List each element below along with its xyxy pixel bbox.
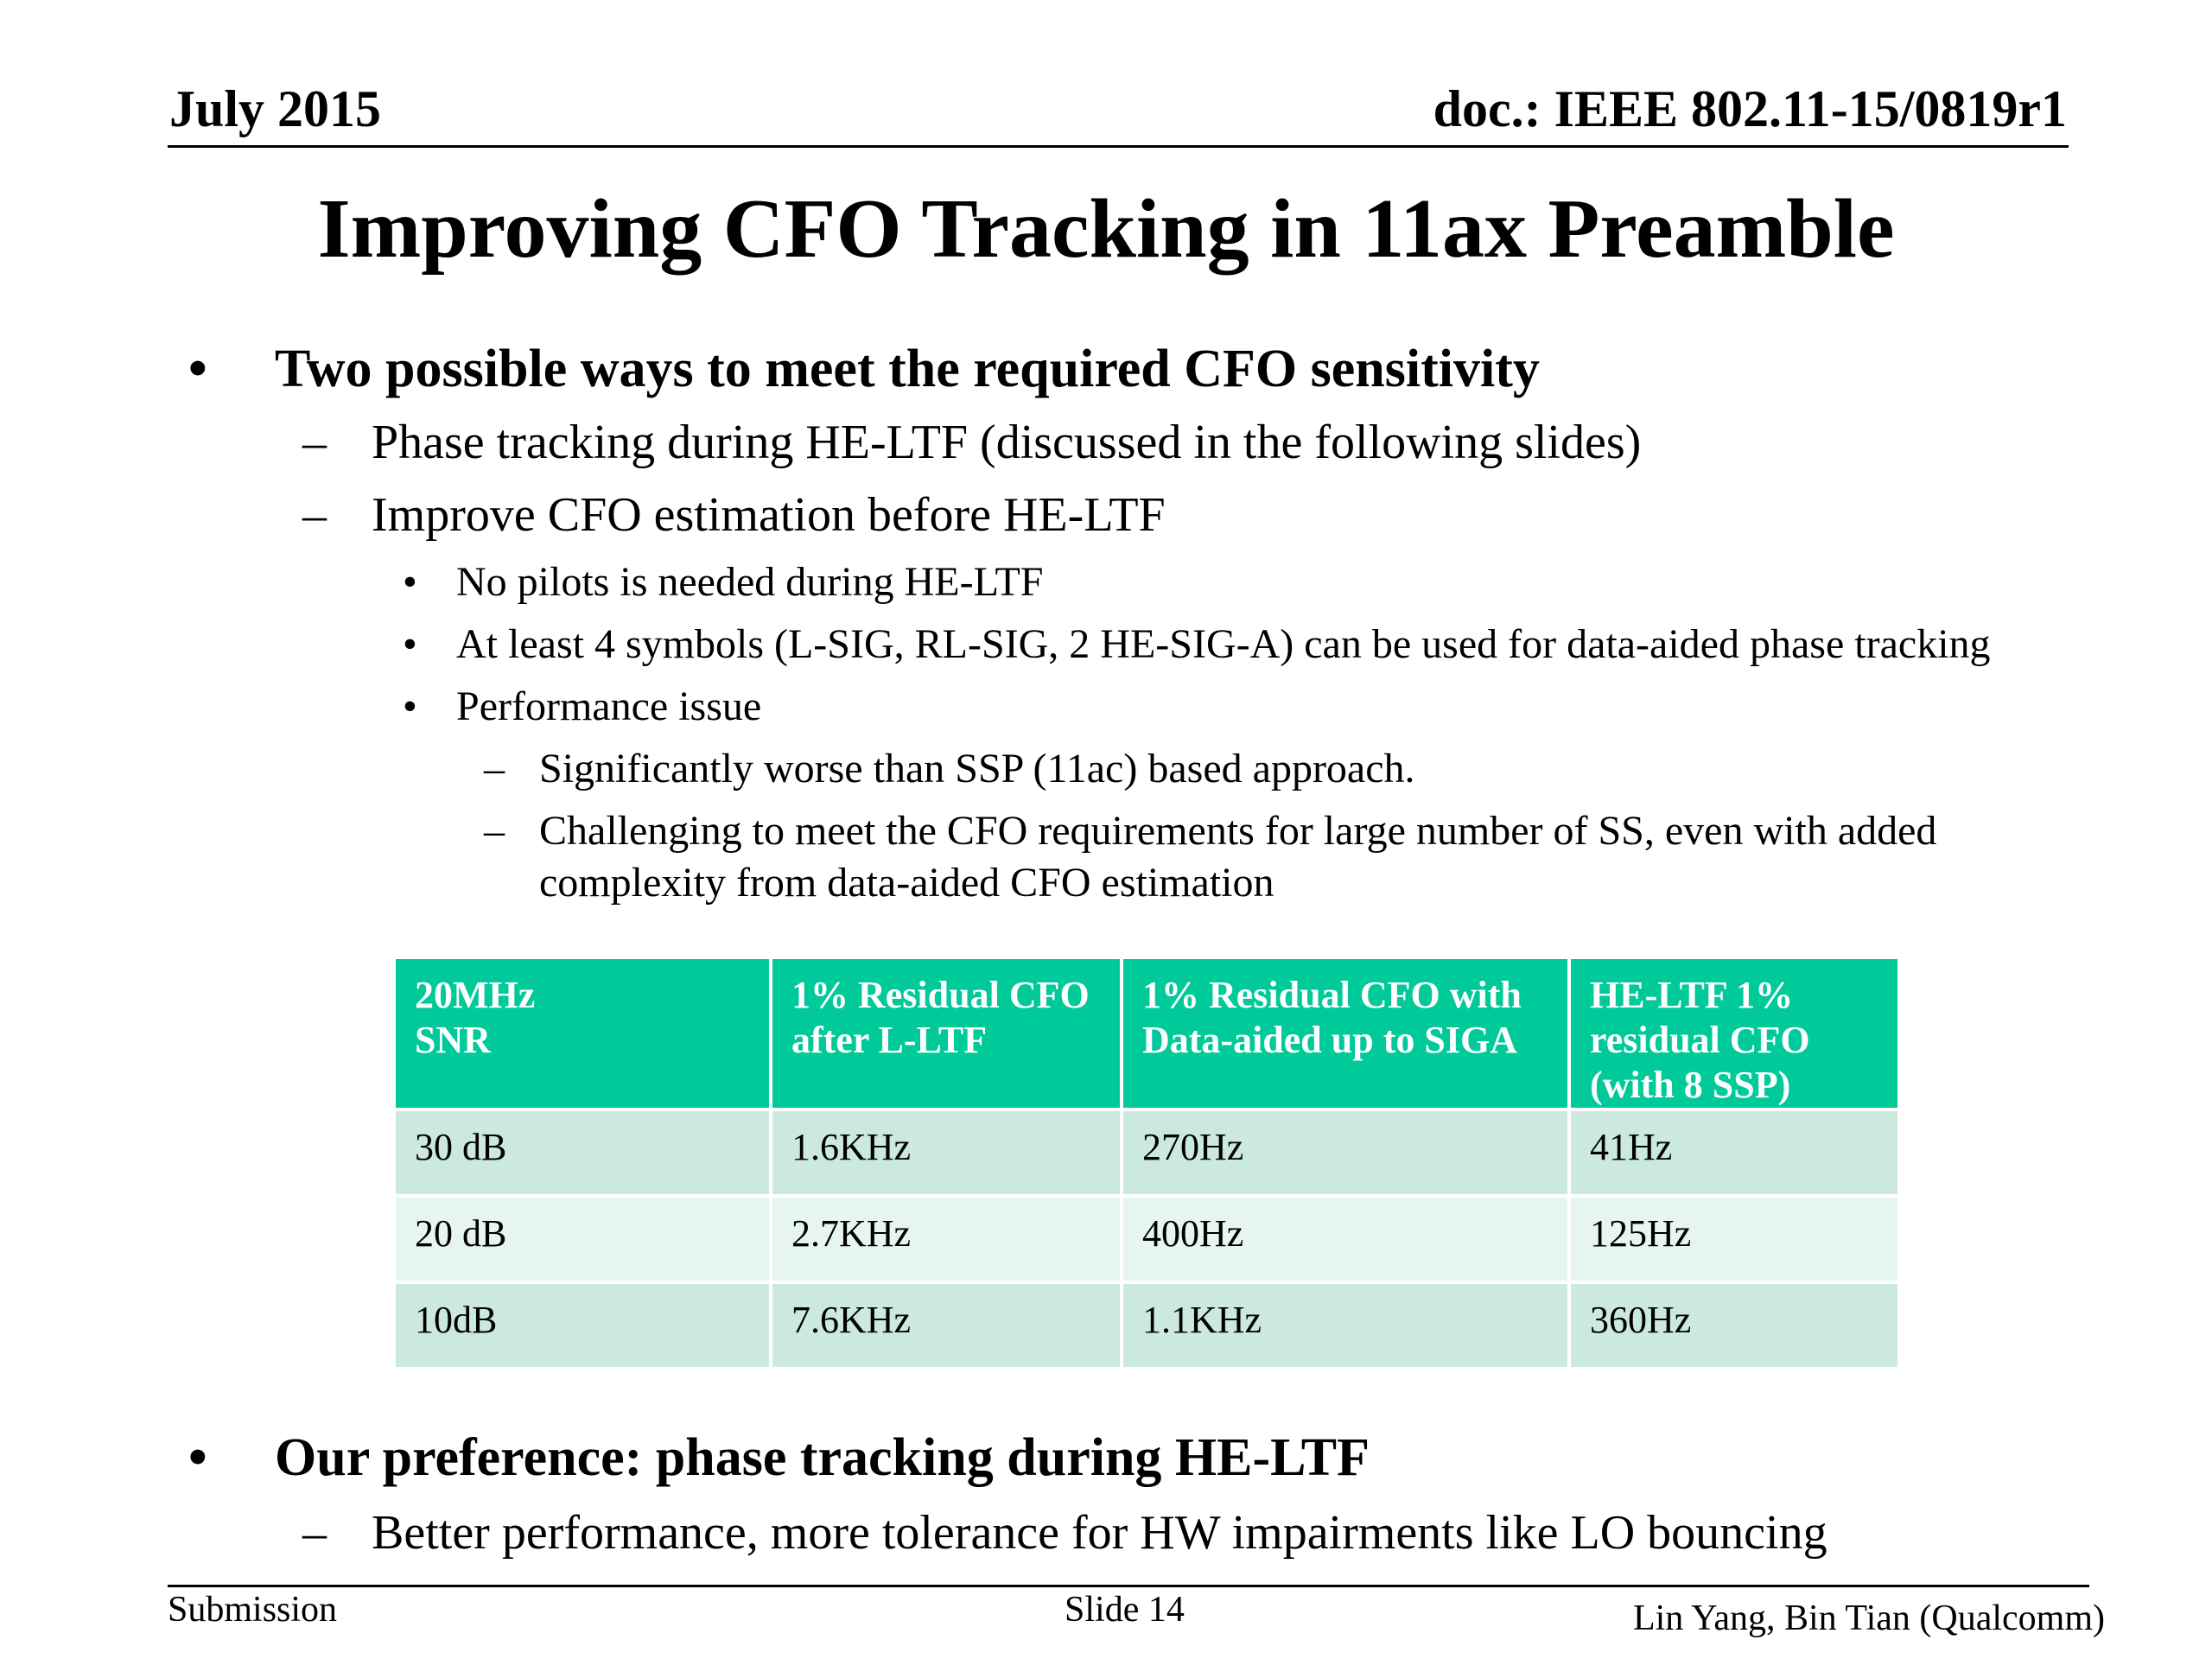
header-line: after L-LTF (791, 1019, 988, 1061)
cfo-comparison-table (392, 956, 1901, 1370)
header-line: residual CFO (1590, 1019, 1810, 1061)
footer-slide-number: Slide 14 (1065, 1590, 1185, 1630)
bullet-marker: • (403, 621, 417, 667)
table-cell: 2.7KHz (771, 1196, 1122, 1282)
bullet-marker: • (188, 1428, 207, 1487)
header-line: (with 8 SSP) (1590, 1064, 1791, 1106)
dash-marker: – (302, 416, 327, 469)
table-cell: 400Hz (1122, 1196, 1569, 1282)
table-cell: 30 dB (394, 1109, 771, 1196)
dash-marker: – (302, 488, 327, 542)
table-cell: 7.6KHz (771, 1282, 1122, 1369)
dash-marker: – (484, 746, 505, 791)
bullet-marker: • (188, 340, 207, 398)
header-line: 20MHz (415, 974, 536, 1016)
table-row (394, 1109, 1899, 1196)
table-cell: 360Hz (1569, 1282, 1899, 1369)
header-residual-data-aided (1122, 957, 1569, 1109)
sub-bullet-improve-cfo: Improve CFO estimation before HE-LTF (372, 488, 1166, 542)
header-line: SNR (415, 1019, 492, 1061)
table-cell: 20 dB (394, 1196, 771, 1282)
header-divider (168, 145, 2069, 148)
header-doc-id: doc.: IEEE 802.11-15/0819r1 (1433, 80, 2067, 137)
header-residual-after-lltf (771, 957, 1122, 1109)
detail-no-pilots: No pilots is needed during HE-LTF (456, 559, 1044, 605)
header-line: HE-LTF 1% (1590, 974, 1794, 1016)
footer-submission: Submission (168, 1590, 338, 1630)
header-line: Data-aided up to SIGA (1142, 1019, 1517, 1061)
header-heltf-residual (1569, 957, 1899, 1109)
dash-marker: – (302, 1506, 327, 1560)
bullet-main-1: Two possible ways to meet the required CFO sensitivity (275, 340, 1540, 398)
detail-challenging-line1: Challenging to meet the CFO requirements for large number of SS, even with added (539, 808, 1937, 854)
table-cell: 270Hz (1122, 1109, 1569, 1196)
header-date: July 2015 (169, 80, 382, 137)
header-snr (394, 957, 771, 1109)
detail-worse-than-ssp: Significantly worse than SSP (11ac) based approach. (539, 746, 1415, 791)
sub-bullet-phase-tracking: Phase tracking during HE-LTF (discussed in the following slides) (372, 416, 1642, 469)
table-row (394, 1282, 1899, 1369)
table-cell: 1.6KHz (771, 1109, 1122, 1196)
header-line: 1% Residual CFO with (1142, 974, 1522, 1016)
bullet-marker: • (403, 559, 417, 605)
slide-title: Improving CFO Tracking in 11ax Preamble (317, 182, 1895, 276)
table-cell: 41Hz (1569, 1109, 1899, 1196)
footer-authors: Lin Yang, Bin Tian (Qualcomm) (1632, 1599, 2105, 1638)
table-cell: 10dB (394, 1282, 771, 1369)
table-cell: 125Hz (1569, 1196, 1899, 1282)
detail-performance-issue: Performance issue (456, 683, 762, 729)
table-cell: 1.1KHz (1122, 1282, 1569, 1369)
footer-divider (168, 1585, 2089, 1587)
table-header-row (394, 957, 1899, 1109)
detail-symbols: At least 4 symbols (L-SIG, RL-SIG, 2 HE-SIG-A) can be used for data-aided phase tracking (456, 621, 1991, 667)
detail-challenging-line2: complexity from data-aided CFO estimation (539, 860, 1274, 906)
bullet-main-2: Our preference: phase tracking during HE-LTF (275, 1428, 1370, 1487)
bullet-marker: • (403, 683, 417, 729)
table-row (394, 1196, 1899, 1282)
sub-bullet-better-performance: Better performance, more tolerance for HW impairments like LO bouncing (372, 1506, 1827, 1560)
header-line: 1% Residual CFO (791, 974, 1090, 1016)
dash-marker: – (484, 808, 505, 854)
